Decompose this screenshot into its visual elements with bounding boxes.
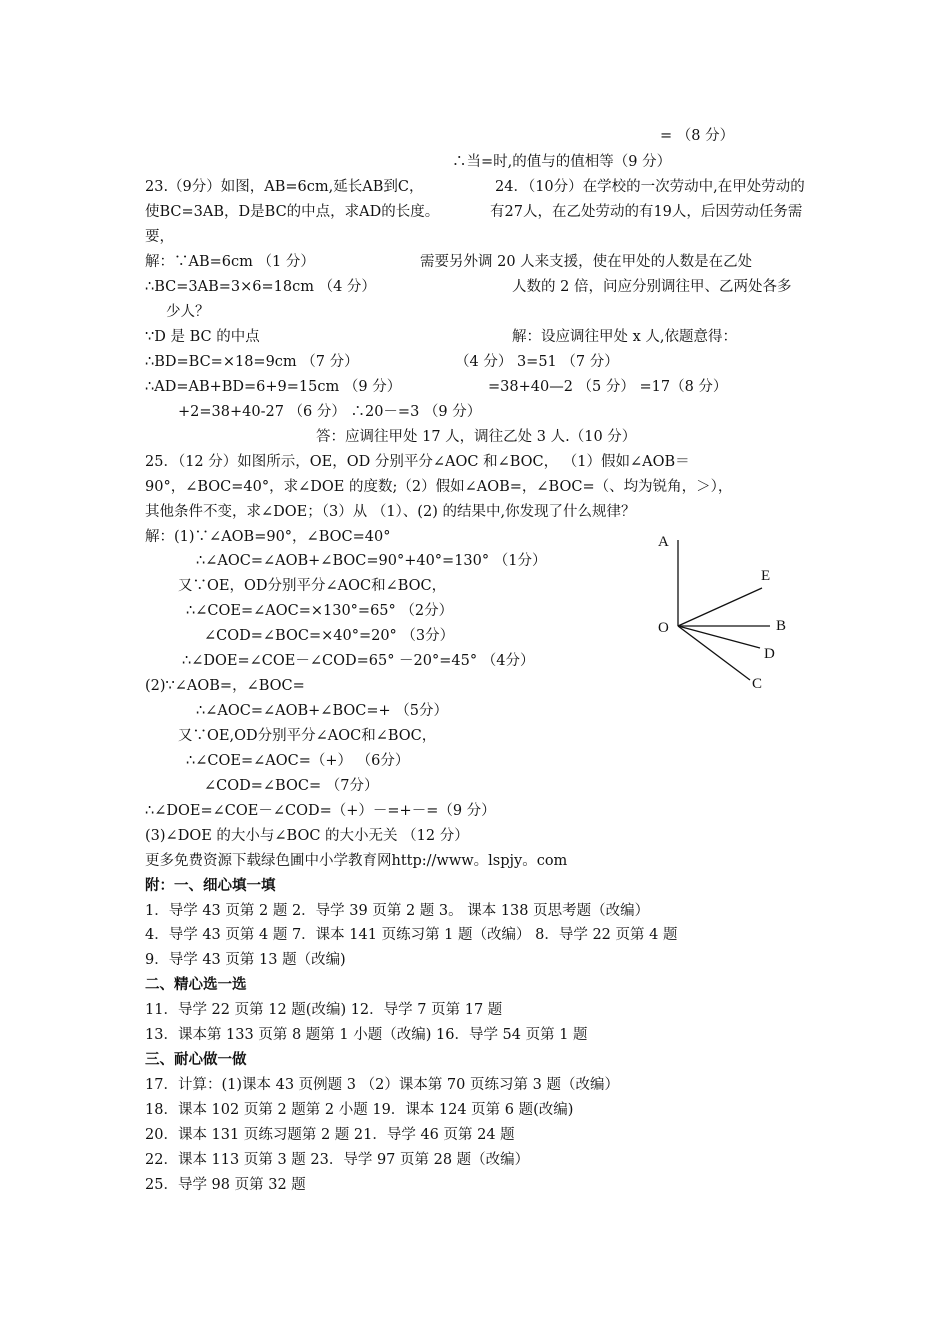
q24-text-3: 需要另外调 20 人来支援，使在甲处的人数是在乙处: [420, 254, 753, 270]
q25-step-3: 又∵OE，OD分别平分∠AOC和∠BOC，: [178, 578, 447, 594]
ray-od: [678, 626, 760, 648]
q24-answer: 答：应调往甲处 17 人，调往乙处 3 人.（10 分）: [316, 429, 637, 445]
label-d: D: [764, 646, 775, 662]
q23-title: 23.（9分）如图，AB=6cm,延长AB到C，: [145, 179, 424, 195]
ray-oc: [678, 626, 750, 680]
q25-text-3: 其他条件不变，求∠DOE；（3）从 （1）、(2) 的结果中,你发现了什么规律？: [145, 504, 636, 520]
appendix-row-8: 20．课本 131 页练习题第 2 题 21．导学 46 页第 24 题: [145, 1127, 515, 1143]
q25-step-8: ∴∠AOC=∠AOB+∠BOC=+ （5分）: [196, 703, 448, 719]
q24-step-1: （4 分） 3=51 （7 分）: [455, 354, 619, 370]
q25-step-1: 解：(1)∵∠AOB=90°，∠BOC=40°: [145, 529, 391, 545]
q25-step-6: ∴∠DOE=∠COE－∠COD=65° －20°=45° （4分）: [182, 653, 535, 669]
q24-title: 24．（10分）在学校的一次劳动中,在甲处劳动的: [495, 179, 805, 195]
appendix-row-9: 22．课本 113 页第 3 题 23．导学 97 页第 28 题（改编）: [145, 1152, 530, 1168]
label-e: E: [761, 568, 771, 584]
q24-step-2: =38+40—2 （5 分） =17（8 分）: [488, 379, 728, 395]
label-a: A: [658, 534, 669, 550]
q23-step-3: ∵D 是 BC 的中点: [145, 329, 260, 345]
q23-text: 使BC=3AB，D是BC的中点，求AD的长度。: [145, 204, 440, 220]
appendix-row-5: 13．课本第 133 页第 8 题第 1 小题（改编) 16．导学 54 页第 1 题: [145, 1027, 588, 1043]
label-o: O: [658, 620, 669, 636]
q23-step-5: ∴AD=AB+BD=6+9=15cm （9 分）: [145, 379, 402, 395]
q23-step-2: ∴BC=3AB=3×6=18cm （4 分）: [145, 279, 376, 295]
appendix-row-2: 4．导学 43 页第 4 题 7．课本 141 页练习第 1 题（改编） 8．导学 22 页第 4 题: [145, 927, 678, 943]
label-b: B: [776, 618, 787, 634]
label-c: C: [752, 676, 763, 692]
q25-step-10: ∴∠COE=∠AOC=（+） （6分）: [186, 753, 410, 769]
q25-text-2: 90°，∠BOC=40°，求∠DOE 的度数;（2）假如∠AOB=，∠BOC=（、均为锐角，＞），: [145, 479, 733, 495]
ray-oe: [678, 588, 762, 626]
appendix-row-7: 18．课本 102 页第 2 题第 2 小题 19．课本 124 页第 6 题(改编): [145, 1102, 574, 1118]
q25-step-5: ∠COD=∠BOC=×40°=20° （3分）: [204, 628, 455, 644]
q24-text-4b: 少人？: [166, 304, 210, 320]
score-line-8: = （8 分）: [660, 128, 735, 144]
q25-step-7: (2)∵∠AOB=，∠BOC=: [145, 678, 305, 694]
appendix-row-10: 25．导学 98 页第 32 题: [145, 1177, 306, 1193]
q25-step-9: 又∵OE,OD分别平分∠AOC和∠BOC，: [178, 728, 437, 744]
q25-step-4: ∴∠COE=∠AOC=×130°=65° （2分）: [186, 603, 454, 619]
q24-text-4: 人数的 2 倍，问应分别调往甲、乙两处各多: [512, 279, 792, 295]
q24-step-3: +2=38+40-27 （6 分） ∴20－=3 （9 分）: [178, 404, 482, 420]
appendix-section-3: 三、耐心做一做: [145, 1051, 247, 1068]
appendix-row-3: 9．导学 43 页第 13 题（改编): [145, 952, 346, 968]
conclusion-line: ∴当=时,的值与的值相等（9 分）: [452, 154, 672, 170]
q24-text-2b: 要，: [145, 229, 174, 245]
q25-step-13: (3)∠DOE 的大小与∠BOC 的大小无关 （12 分）: [145, 828, 469, 844]
q25-step-2: ∴∠AOC=∠AOB+∠BOC=90°+40°=130° （1分）: [196, 553, 547, 569]
appendix-row-6: 17．计算：(1)课本 43 页例题 3 （2）课本第 70 页练习第 3 题（改编）: [145, 1077, 619, 1093]
appendix-title: 附：一、细心填一填: [145, 877, 276, 894]
q24-text-2: 有27人，在乙处劳动的有19人，后因劳动任务需: [490, 204, 803, 220]
q25-title: 25．（12 分）如图所示，OE，OD 分别平分∠AOC 和∠BOC， （1）假如∠AOB＝: [145, 454, 690, 470]
appendix-row-1: 1．导学 43 页第 2 题 2．导学 39 页第 2 题 3。 课本 138 页思考题（改编）: [145, 903, 650, 919]
resource-link: 更多免费资源下载绿色圃中小学教育网http://www。lspjy。com: [145, 853, 568, 869]
q23-step-1: 解：∵AB=6cm （1 分）: [145, 254, 315, 270]
q24-solution: 解：设应调往甲处 x 人,依题意得：: [512, 329, 738, 345]
q25-step-12: ∴∠DOE=∠COE－∠COD=（+）－=+－=（9 分）: [145, 803, 496, 819]
angle-diagram: [640, 528, 800, 698]
appendix-section-2: 二、精心选一选: [145, 976, 247, 993]
q23-step-4: ∴BD=BC=×18=9cm （7 分）: [145, 354, 359, 370]
appendix-row-4: 11．导学 22 页第 12 题(改编) 12．导学 7 页第 17 题: [145, 1002, 503, 1018]
q25-step-11: ∠COD=∠BOC= （7分）: [204, 778, 379, 794]
